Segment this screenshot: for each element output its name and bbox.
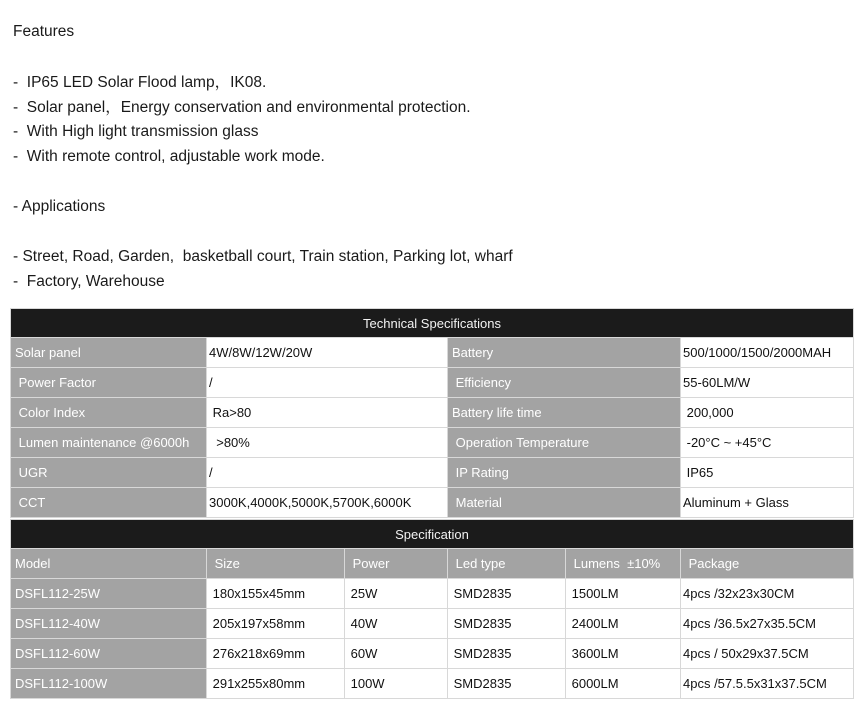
spec-label: Material [448, 488, 681, 518]
column-header: Lumens ±10% [566, 549, 681, 579]
table-cell: SMD2835 [448, 609, 566, 639]
table-cell: 1500LM [566, 579, 681, 609]
spec-value: Ra>80 [207, 398, 448, 428]
table-cell: 3600LM [566, 639, 681, 669]
applications-heading: - Applications [13, 198, 106, 215]
table-cell: 40W [345, 609, 448, 639]
column-header: Model [11, 549, 207, 579]
table-cell: 6000LM [566, 669, 681, 699]
spec-label: CCT [11, 488, 207, 518]
spec-value: 4W/8W/12W/20W [207, 338, 448, 368]
spec-value: IP65 [681, 458, 854, 488]
spec-header-row [11, 549, 854, 579]
spec-label: UGR [11, 458, 207, 488]
specification-table [10, 519, 854, 699]
spec-value: 200,000 [681, 398, 854, 428]
table-cell: SMD2835 [448, 639, 566, 669]
table-row [11, 579, 854, 609]
tech-spec-row [11, 428, 854, 458]
table-cell: 2400LM [566, 609, 681, 639]
table-cell: 4pcs /57.5.5x31x37.5CM [681, 669, 854, 699]
features-heading: Features [13, 23, 75, 40]
spec-label: Battery life time [448, 398, 681, 428]
table-cell: 100W [345, 669, 448, 699]
spec-label: IP Rating [448, 458, 681, 488]
table-row [11, 609, 854, 639]
spec-label: Efficiency [448, 368, 681, 398]
table-cell: 276x218x69mm [207, 639, 345, 669]
table-cell: SMD2835 [448, 669, 566, 699]
model-cell: DSFL112-25W [11, 579, 207, 609]
spec-value: Aluminum + Glass [681, 488, 854, 518]
table-cell: 4pcs / 50x29x37.5CM [681, 639, 854, 669]
table-cell: 180x155x45mm [207, 579, 345, 609]
technical-specifications-table [10, 308, 854, 518]
tech-spec-row [11, 368, 854, 398]
tech-spec-row [11, 488, 854, 518]
spec-value: >80% [207, 428, 448, 458]
model-cell: DSFL112-60W [11, 639, 207, 669]
application-item: - Street, Road, Garden, basketball court, Train station, Parking lot, wharf [13, 248, 513, 265]
spec-value: 500/1000/1500/2000MAH [681, 338, 854, 368]
feature-item: - Solar panel，Energy conservation and environmental protection. [13, 99, 471, 116]
tech-spec-row [11, 338, 854, 368]
spec-label: Lumen maintenance @6000h [11, 428, 207, 458]
table-cell: SMD2835 [448, 579, 566, 609]
spec-label: Operation Temperature [448, 428, 681, 458]
tech-spec-row [11, 398, 854, 428]
table-row [11, 639, 854, 669]
feature-item: - With High light transmission glass [13, 123, 259, 140]
column-header: Size [207, 549, 345, 579]
model-cell: DSFL112-40W [11, 609, 207, 639]
column-header: Power [345, 549, 448, 579]
spec-label: Power Factor [11, 368, 207, 398]
spec-value: / [207, 368, 448, 398]
table-cell: 205x197x58mm [207, 609, 345, 639]
spec-value: 3000K,4000K,5000K,5700K,6000K [207, 488, 448, 518]
specification-title: Specification [11, 520, 854, 549]
spec-label: Battery [448, 338, 681, 368]
table-cell: 4pcs /32x23x30CM [681, 579, 854, 609]
tech-spec-row [11, 458, 854, 488]
spec-value: / [207, 458, 448, 488]
spec-value: -20°C ~ +45°C [681, 428, 854, 458]
spec-label: Color Index [11, 398, 207, 428]
technical-specifications-title: Technical Specifications [11, 309, 854, 338]
model-cell: DSFL112-100W [11, 669, 207, 699]
application-item: - Factory, Warehouse [13, 273, 165, 290]
column-header: Package [681, 549, 854, 579]
table-cell: 25W [345, 579, 448, 609]
table-cell: 4pcs /36.5x27x35.5CM [681, 609, 854, 639]
spec-label: Solar panel [11, 338, 207, 368]
feature-item: - With remote control, adjustable work mode. [13, 148, 325, 165]
spec-value: 55-60LM/W [681, 368, 854, 398]
table-cell: 291x255x80mm [207, 669, 345, 699]
table-row [11, 669, 854, 699]
table-cell: 60W [345, 639, 448, 669]
feature-item: - IP65 LED Solar Flood lamp，IK08. [13, 74, 267, 91]
column-header: Led type [448, 549, 566, 579]
